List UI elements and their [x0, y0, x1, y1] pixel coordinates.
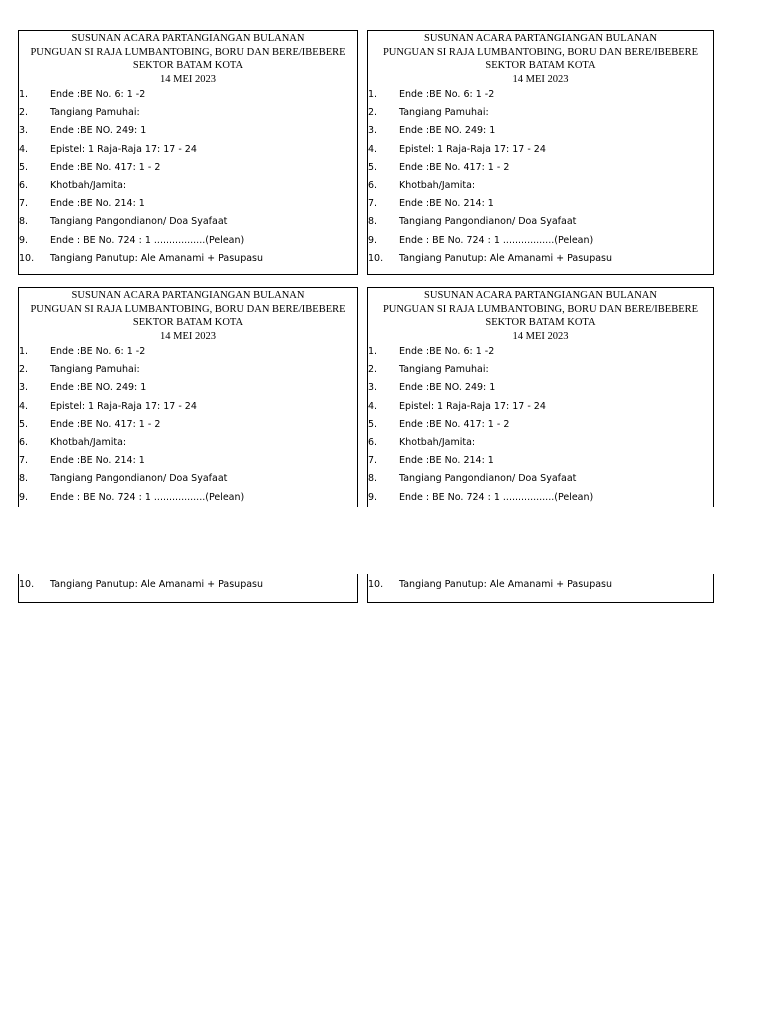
item-text: Ende :BE No. 214: 1: [50, 198, 145, 210]
item-text: Ende : BE No. 724 : 1 .................(Pelean): [399, 491, 594, 503]
item-number: 9.: [368, 234, 378, 246]
header-sector: SEKTOR BATAM KOTA: [485, 60, 596, 71]
agenda-item: [368, 125, 713, 143]
item-number: 10.: [19, 579, 35, 590]
item-number: 1.: [19, 89, 29, 100]
header-date: 14 MEI 2023: [160, 73, 216, 85]
item-number: 7.: [368, 455, 378, 467]
item-text: Epistel: 1 Raja-Raja 17: 17 - 24: [50, 143, 197, 155]
item-text: Ende :BE NO. 249: 1: [399, 382, 496, 394]
agenda-list: [368, 89, 713, 271]
item-number: 10.: [19, 252, 35, 264]
program-card-bottom-left: [18, 287, 358, 507]
agenda-item: [368, 437, 713, 455]
item-text: Ende :BE No. 417: 1 - 2: [50, 418, 161, 430]
item-number: 3.: [19, 382, 29, 394]
agenda-item: [19, 253, 357, 271]
item-number: 1.: [19, 346, 29, 357]
item-text: Khotbah/Jamita:: [50, 436, 127, 448]
item-text: Ende : BE No. 724 : 1 .................(Pelean): [50, 491, 245, 503]
agenda-item: [368, 216, 713, 234]
item-number: 4.: [19, 400, 29, 412]
item-number: 8.: [19, 473, 29, 485]
header-organization: PUNGUAN SI RAJA LUMBANTOBING, BORU DAN BERE/IBEBERE: [382, 303, 699, 315]
item-number: 3.: [368, 125, 378, 137]
item-number: 5.: [368, 418, 378, 430]
item-number: 5.: [19, 161, 29, 173]
header-sector: SEKTOR BATAM KOTA: [132, 317, 244, 328]
item-text: Ende :BE No. 6: 1 -2: [50, 89, 146, 100]
item-number: 4.: [368, 400, 378, 412]
item-number: 2.: [19, 107, 29, 119]
item-number: 7.: [19, 198, 29, 210]
item-text: Tangiang Pangondianon/ Doa Syafaat: [399, 473, 577, 485]
item-text: Tangiang Pangondianon/ Doa Syafaat: [50, 216, 228, 228]
agenda-item: [19, 382, 357, 400]
item-number: 5.: [368, 161, 378, 173]
item-text: Tangiang Pangondianon/ Doa Syafaat: [50, 473, 228, 485]
agenda-item: [19, 455, 357, 473]
agenda-item: [368, 235, 713, 253]
agenda-item: [19, 216, 357, 234]
item-text: Ende :BE No. 214: 1: [50, 455, 145, 467]
agenda-item: [19, 364, 357, 382]
item-number: 2.: [368, 364, 378, 376]
agenda-item: [368, 180, 713, 198]
item-text: Tangiang Panutup: Ale Amanami + Pasupasu: [399, 252, 613, 264]
item-text: Tangiang Panutup: Ale Amanami + Pasupasu: [399, 579, 613, 590]
item-number: 1.: [368, 346, 378, 357]
agenda-item: [368, 144, 713, 162]
item-number: 6.: [368, 436, 378, 448]
program-card-bottom-right: [367, 287, 714, 507]
agenda-item: [19, 125, 357, 143]
header-title: SUSUNAN ACARA PARTANGIANGAN BULANAN: [71, 290, 305, 301]
item-text: Ende :BE No. 417: 1 - 2: [399, 161, 510, 173]
item-text: Tangiang Pamuhai:: [399, 364, 489, 376]
card-header: [368, 289, 713, 343]
item-text: Epistel: 1 Raja-Raja 17: 17 - 24: [399, 143, 546, 155]
agenda-item: [19, 579, 357, 597]
item-text: Khotbah/Jamita:: [399, 436, 476, 448]
header-date: 14 MEI 2023: [160, 330, 216, 342]
agenda-item: [368, 364, 713, 382]
card-header: [19, 32, 357, 86]
item-number: 9.: [19, 491, 29, 503]
item-text: Ende : BE No. 724 : 1 .................(Pelean): [399, 234, 594, 246]
item-number: 9.: [368, 491, 378, 503]
item-text: Ende :BE No. 6: 1 -2: [399, 346, 495, 357]
item-number: 8.: [368, 473, 378, 485]
item-text: Khotbah/Jamita:: [50, 179, 127, 191]
header-title: SUSUNAN ACARA PARTANGIANGAN BULANAN: [424, 33, 657, 44]
agenda-item: [19, 89, 357, 107]
item-number: 8.: [19, 216, 29, 228]
item-text: Tangiang Panutup: Ale Amanami + Pasupasu: [50, 579, 264, 590]
item-text: Epistel: 1 Raja-Raja 17: 17 - 24: [399, 400, 546, 412]
item-text: Ende :BE No. 214: 1: [399, 455, 494, 467]
card-header: [19, 289, 357, 343]
agenda-item: [19, 401, 357, 419]
item-text: Tangiang Pamuhai:: [50, 107, 140, 119]
agenda-item: [368, 198, 713, 216]
agenda-item: [368, 382, 713, 400]
agenda-item: [19, 198, 357, 216]
item-text: Ende :BE No. 417: 1 - 2: [50, 161, 161, 173]
item-number: 2.: [368, 107, 378, 119]
header-organization: PUNGUAN SI RAJA LUMBANTOBING, BORU DAN BERE/IBEBERE: [30, 303, 346, 315]
header-date: 14 MEI 2023: [512, 73, 569, 85]
agenda-list: [19, 346, 357, 510]
program-card-top-left: [18, 30, 358, 275]
item-number: 10.: [368, 579, 384, 590]
agenda-list: [19, 89, 357, 271]
agenda-item: [368, 346, 713, 364]
agenda-item: [19, 235, 357, 253]
item-number: 10.: [368, 252, 384, 264]
item-number: 1.: [368, 89, 378, 100]
header-title: SUSUNAN ACARA PARTANGIANGAN BULANAN: [71, 33, 305, 44]
agenda-item: [368, 492, 713, 510]
agenda-item: [368, 401, 713, 419]
program-card-bottom-left-continuation: [18, 574, 358, 603]
agenda-item: [19, 419, 357, 437]
header-organization: PUNGUAN SI RAJA LUMBANTOBING, BORU DAN BERE/IBEBERE: [382, 46, 699, 58]
agenda-item: [19, 473, 357, 491]
item-text: Tangiang Pamuhai:: [399, 107, 489, 119]
item-number: 5.: [19, 418, 29, 430]
item-text: Ende :BE NO. 249: 1: [399, 125, 496, 137]
item-number: 3.: [19, 125, 29, 137]
agenda-item: [368, 162, 713, 180]
header-organization: PUNGUAN SI RAJA LUMBANTOBING, BORU DAN BERE/IBEBERE: [30, 46, 346, 58]
item-number: 2.: [19, 364, 29, 376]
item-text: Ende :BE No. 6: 1 -2: [399, 89, 495, 100]
header-sector: SEKTOR BATAM KOTA: [485, 317, 596, 328]
item-number: 6.: [19, 179, 29, 191]
item-text: Tangiang Pangondianon/ Doa Syafaat: [399, 216, 577, 228]
agenda-item: [19, 492, 357, 510]
header-title: SUSUNAN ACARA PARTANGIANGAN BULANAN: [424, 290, 657, 301]
item-text: Tangiang Pamuhai:: [50, 364, 140, 376]
item-text: Ende :BE No. 214: 1: [399, 198, 494, 210]
agenda-item: [19, 144, 357, 162]
item-text: Ende :BE NO. 249: 1: [50, 382, 147, 394]
agenda-item: [19, 437, 357, 455]
item-text: Ende :BE NO. 249: 1: [50, 125, 147, 137]
agenda-item: [368, 107, 713, 125]
item-number: 4.: [19, 143, 29, 155]
agenda-item: [368, 89, 713, 107]
agenda-item: [368, 419, 713, 437]
item-number: 4.: [368, 143, 378, 155]
program-card-bottom-right-continuation: [367, 574, 714, 603]
item-number: 6.: [368, 179, 378, 191]
agenda-item: [19, 162, 357, 180]
item-number: 7.: [368, 198, 378, 210]
agenda-item: [368, 579, 713, 597]
item-number: 7.: [19, 455, 29, 467]
agenda-item: [19, 180, 357, 198]
item-number: 6.: [19, 436, 29, 448]
header-sector: SEKTOR BATAM KOTA: [132, 60, 244, 71]
item-text: Ende : BE No. 724 : 1 .................(Pelean): [50, 234, 245, 246]
header-date: 14 MEI 2023: [512, 330, 569, 342]
program-card-top-right: [367, 30, 714, 275]
item-text: Khotbah/Jamita:: [399, 179, 476, 191]
agenda-item: [19, 346, 357, 364]
item-text: Tangiang Panutup: Ale Amanami + Pasupasu: [50, 252, 264, 264]
item-text: Ende :BE No. 6: 1 -2: [50, 346, 146, 357]
agenda-item: [19, 107, 357, 125]
item-number: 3.: [368, 382, 378, 394]
agenda-item: [368, 473, 713, 491]
agenda-list: [368, 346, 713, 510]
card-header: [368, 32, 713, 86]
agenda-item: [368, 253, 713, 271]
agenda-item: [368, 455, 713, 473]
item-number: 8.: [368, 216, 378, 228]
item-text: Epistel: 1 Raja-Raja 17: 17 - 24: [50, 400, 197, 412]
item-number: 9.: [19, 234, 29, 246]
item-text: Ende :BE No. 417: 1 - 2: [399, 418, 510, 430]
